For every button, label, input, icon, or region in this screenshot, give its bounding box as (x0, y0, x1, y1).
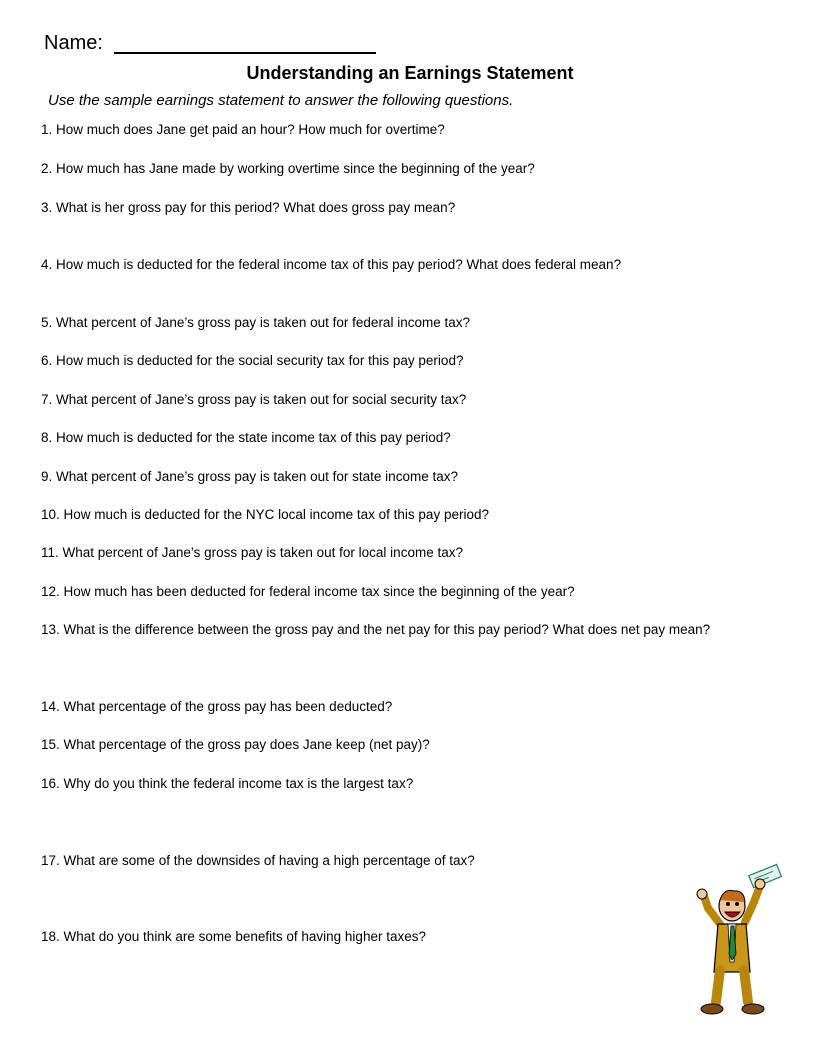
question-14: 14. What percentage of the gross pay has been deducted? (41, 699, 393, 714)
question-5: 5. What percent of Jane’s gross pay is taken out for federal income tax? (41, 315, 470, 330)
question-10: 10. How much is deducted for the NYC local income tax of this pay period? (41, 507, 489, 522)
question-9: 9. What percent of Jane’s gross pay is taken out for state income tax? (41, 469, 458, 484)
name-blank-line[interactable] (114, 52, 376, 54)
question-7: 7. What percent of Jane’s gross pay is taken out for social security tax? (41, 392, 467, 407)
instructions: Use the sample earnings statement to answer the following questions. (48, 92, 514, 109)
question-8: 8. How much is deducted for the state income tax of this pay period? (41, 430, 451, 445)
question-1: 1. How much does Jane get paid an hour? How much for overtime? (41, 122, 445, 137)
question-12: 12. How much has been deducted for federal income tax since the beginning of the year? (41, 584, 575, 599)
question-13: 13. What is the difference between the gross pay and the net pay for this pay period? What does net pay mean? (41, 622, 711, 637)
question-2: 2. How much has Jane made by working overtime since the beginning of the year? (41, 161, 535, 176)
question-11: 11. What percent of Jane’s gross pay is taken out for local income tax? (41, 545, 463, 560)
question-16: 16. Why do you think the federal income tax is the largest tax? (41, 776, 414, 791)
name-label: Name: (44, 32, 103, 54)
worksheet-title: Understanding an Earnings Statement (246, 63, 574, 83)
question-15: 15. What percentage of the gross pay does Jane keep (net pay)? (41, 737, 430, 752)
question-4: 4. How much is deducted for the federal income tax of this pay period? What does federal mean? (41, 257, 622, 272)
question-3: 3. What is her gross pay for this period? What does gross pay mean? (41, 200, 456, 215)
question-18: 18. What do you think are some benefits of having higher taxes? (41, 929, 426, 944)
question-17: 17. What are some of the downsides of having a high percentage of tax? (41, 853, 475, 868)
happy-man-with-check-icon (690, 862, 782, 1022)
question-6: 6. How much is deducted for the social security tax for this pay period? (41, 353, 464, 368)
